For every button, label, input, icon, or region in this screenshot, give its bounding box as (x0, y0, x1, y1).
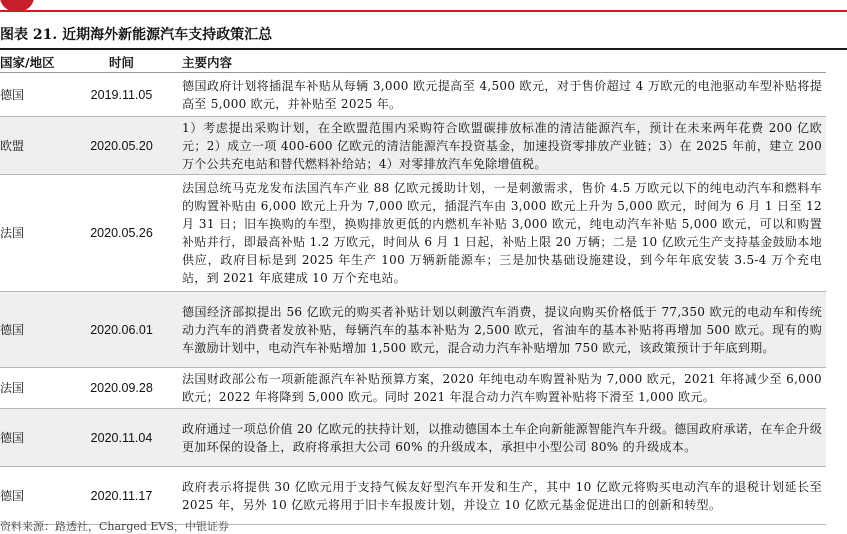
country-cell: 德国 (0, 292, 64, 368)
date-cell: 2020.06.01 (64, 292, 179, 368)
title-rule (0, 48, 847, 50)
country-cell: 法国 (0, 368, 64, 409)
table-header-row (0, 51, 826, 73)
column-header-content: 主要内容 (179, 51, 826, 73)
content-cell: 德国政府计划将插混车补贴从每辆 3,000 欧元提高至 4,500 欧元，对于售价超过 4 万欧元的电池驱动车型补贴将提高至 5,000 欧元，并补贴至 2025 年。 (179, 73, 826, 117)
country-cell: 德国 (0, 73, 64, 117)
content-cell: 政府通过一项总价值 20 亿欧元的扶持计划，以推动德国本土车企向新能源智能汽车升级。德国政府承诺，在车企升级更加环保的设备上，政府将承担大公司 60% 的升级成本，承担中小型公司 80% 的升级成本。 (179, 409, 826, 467)
table-row (0, 175, 826, 292)
content-cell: 政府表示将提供 30 亿欧元用于支持气候友好型汽车开发和生产，其中 10 亿欧元将购买电动汽车的退税计划延长至 2025 年，另外 10 亿欧元将用于旧卡车报废计划，并设立 10 亿欧元基金促进出口的创新和转型。 (179, 467, 826, 525)
content-cell: 法国总统马克龙发布法国汽车产业 88 亿欧元援助计划，一是刺激需求，售价 4.5 万欧元以下的纯电动汽车和燃料车的购置补贴由 6,000 欧元上升为 7,000 欧元，插混汽车由 3,000 欧元上升为 5,000 欧元，时间为 6 月 1 日至 12 月 31 日；旧车换购的车型，换购排放更低的内燃机车补贴 3,000 欧元，纯电动汽车补贴 5,000 欧元，可以和购置补贴并行，即最高补贴 1.2 万欧元，时间从 6 月 1 日起，补贴上限 20 万辆；二是 10 亿欧元生产支持基金鼓励本地供应，政府目标是到 2025 年生产 100 万辆新能源车；三是加快基础设施建设，到今年年底安装 3.5-4 万个充电站，到 2021 年底建成 10 万个充电站。 (179, 175, 826, 292)
table-row (0, 292, 826, 368)
content-cell: 1）考虑提出采购计划，在全欧盟范围内采购符合欧盟碳排放标准的清洁能源汽车，预计在未来两年花费 200 亿欧元；2）成立一项 400-600 亿欧元的清洁能源汽车投资基金，加速投资零排放产业链；3）在 2025 年前，建立 200 万个公共充电站和替代燃料补给站；4）对零排放汽车免除增值税。 (179, 117, 826, 175)
table-row (0, 368, 826, 409)
date-cell: 2020.09.28 (64, 368, 179, 409)
country-cell: 德国 (0, 409, 64, 467)
country-cell: 欧盟 (0, 117, 64, 175)
country-cell: 法国 (0, 175, 64, 292)
table-row (0, 73, 826, 117)
country-cell: 德国 (0, 467, 64, 525)
content-cell: 德国经济部拟提出 56 亿欧元的购买者补贴计划以刺激汽车消费，提议向购买价格低于 77,350 欧元的电动车和传统动力汽车的消费者发放补贴，每辆汽车的基本补贴为 2,500 欧元，省油车的基本补贴将再增加 500 欧元。现有的购车激励计划中，电动汽车补贴增加 1,500 欧元，混合动力汽车补贴增加 750 欧元，该政策预计于年底到期。 (179, 292, 826, 368)
date-cell: 2020.05.26 (64, 175, 179, 292)
date-cell: 2020.05.20 (64, 117, 179, 175)
table-row (0, 467, 826, 525)
header-bar (0, 0, 847, 12)
date-cell: 2019.11.05 (64, 73, 179, 117)
source-note: 资料来源：路透社，Charged EVS，中银证券 (0, 520, 229, 533)
figure-title: 图表 21. 近期海外新能源汽车支持政策汇总 (0, 27, 273, 43)
column-header-date: 时间 (64, 51, 179, 73)
content-cell: 法国财政部公布一项新能源汽车补贴预算方案，2020 年纯电动车购置补贴为 7,000 欧元，2021 年将减少至 6,000 欧元；2022 年将降到 5,000 欧元。同时 2021 年混合动力汽车购置补贴将下滑至 1,000 欧元。 (179, 368, 826, 409)
header-rule (0, 10, 847, 12)
column-header-country: 国家/地区 (0, 51, 64, 73)
table-row (0, 409, 826, 467)
date-cell: 2020.11.17 (64, 467, 179, 525)
table-row (0, 117, 826, 175)
date-cell: 2020.11.04 (64, 409, 179, 467)
policy-table (0, 51, 826, 525)
